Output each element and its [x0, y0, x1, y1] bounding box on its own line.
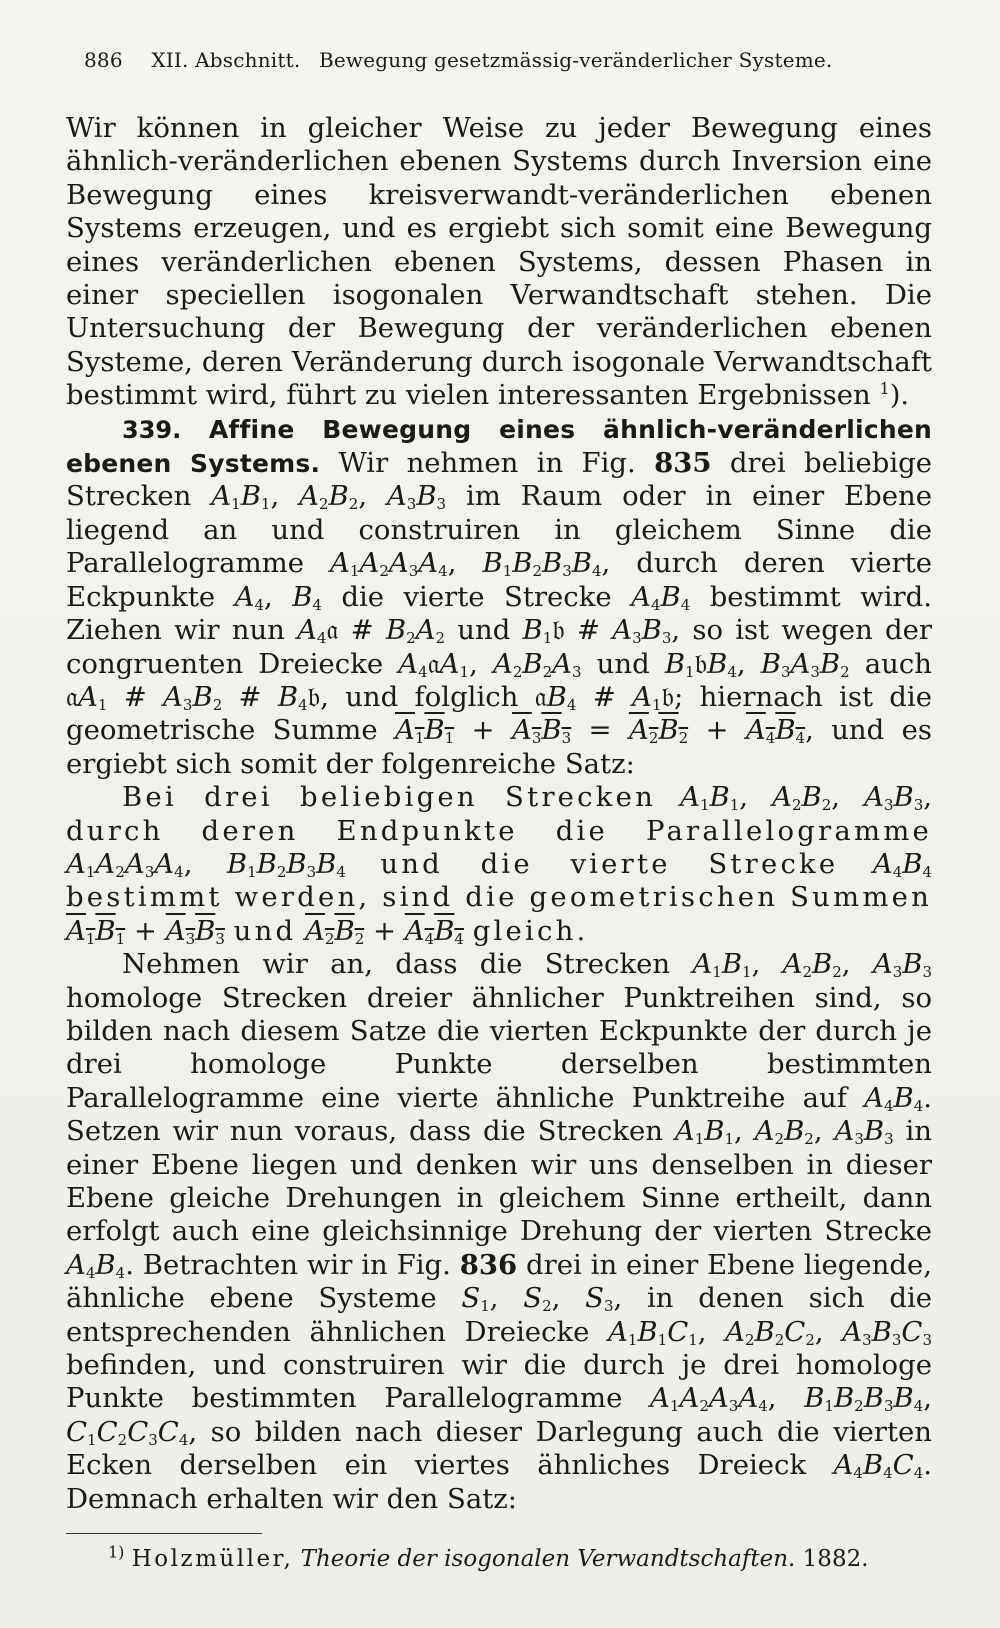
- paragraph-339: 339. Affine Bewegung eines ähnlich-veränderlichen ebenen Systems. Wir nehmen in Fig. 835 drei beliebige Strecken $A_1B_1$, $A_2B_2$, $A_3B_3$ im Raum oder in einer Ebene liegend an und construiren in gleichem Sinne die Parallelogramme $A_1A_2A_3A_4$, $B_1B_2B_3B_4$, durch deren vierte Eckpunkte $A_4$, $B_4$ die vierte Strecke $A_4B_4$ bestimmt wird. Ziehen wir nun $A_4𝔞$ # $B_2A_2$ und $B_1𝔟$ # $A_3B_3$, so ist wegen der congruenten Dreiecke $A_4𝔞A_1$, $A_2B_2A_3$ und $B_1𝔟B_4$, $B_3A_3B_2$ auch 𝔞A$_1$ # $A_3B_2$ # $B_4𝔟$, und folglich 𝔞B$_4$ # $A_1𝔟$; hiernach ist die geometrische Summe $A_1B_1 + A_3B_3 = A_2B_2 + A_4B_4$, und es ergiebt sich somit der folgenreiche Satz:: [66, 414, 933, 780]
- footnote-rule: [66, 1533, 262, 1534]
- footnote-ref: 1: [879, 379, 890, 399]
- section-heading: Affine Bewegung eines ähnlich-veränderlichen ebenen Systems.: [66, 414, 932, 479]
- theorem-paragraph: Bei drei beliebigen Strecken $A_1B_1$, $A_2B_2$, $A_3B_3$, durch deren Endpunkte die Parallelogramme $A_1A_2A_3A_4$, $B_1B_2B_3B_4$ und die vierte Strecke $A_4B_4$ bestimmt werden, sind die geometrischen Summen $A_1B_1 + A_3B_3$ und $A_2B_2 + A_4B_4$ gleich.: [66, 781, 933, 948]
- footnote-author: Holzmüller,: [131, 1546, 294, 1572]
- footnote: [108, 1542, 869, 1572]
- running-head: [84, 48, 833, 72]
- footnote-title: Theorie der isogonalen Verwandtschaften.: [300, 1546, 796, 1572]
- section-number: 339.: [122, 415, 182, 444]
- paragraph-intro-text: Wir können in gleicher Weise zu jeder Bewegung eines ähnlich-veränderlichen ebenen Systems durch Inversion eine Bewegung eines kreisverwandt-veränderlichen ebenen Systems erzeugen, und es ergiebt sich somit eine Bewegung eines veränderlichen ebenen Systems, dessen Phasen in einer speciellen isogonalen Verwandtschaft stehen. Die Untersuchung der Bewegung der veränderlichen ebenen Systeme, deren Veränderung durch isogonale Verwandtschaft bestimmt wird, führt zu vielen interessanten Ergebnissen: [66, 112, 932, 412]
- section-label: XII. Abschnitt.: [151, 48, 301, 72]
- page-number: 886: [84, 48, 123, 72]
- figure-ref-836: 836: [459, 1248, 518, 1281]
- body-text: [66, 112, 932, 1516]
- footnote-marker: 1): [108, 1542, 125, 1562]
- figure-ref-835: 835: [654, 447, 712, 480]
- footnote-year: 1882.: [802, 1546, 869, 1572]
- page-header-title: Bewegung gesetzmässig-veränderlicher Systeme.: [318, 48, 833, 72]
- paragraph-intro: Wir können in gleicher Weise zu jeder Bewegung eines ähnlich-veränderlichen ebenen Systems durch Inversion eine Bewegung eines kreisverwandt-veränderlichen ebenen Systems erzeugen, und es ergiebt sich somit eine Bewegung eines veränderlichen ebenen Systems, dessen Phasen in einer speciellen isogonalen Verwandtschaft stehen. Die Untersuchung der Bewegung der veränderlichen ebenen Systeme, deren Veränderung durch isogonale Verwandtschaft bestimmt wird, führt zu vielen interessanten Ergebnissen $^1$).: [66, 112, 932, 412]
- paragraph-homologe: Nehmen wir an, dass die Strecken $A_1B_1$, $A_2B_2$, $A_3B_3$ homologe Strecken dreier ähnlicher Punktreihen sind, so bilden nach diesem Satze die vierten Eckpunkte der durch je drei homologe Punkte derselben bestimmten Parallelogramme eine vierte ähnliche Punktreihe auf $A_4B_4$. Setzen wir nun voraus, dass die Strecken $A_1B_1$, $A_2B_2$, $A_3B_3$ in einer Ebene liegen und denken wir uns denselben in dieser Ebene gleiche Drehungen in gleichem Sinne ertheilt, dann erfolgt auch eine gleichsinnige Drehung der vierten Strecke $A_4B_4$. Betrachten wir in Fig. 836 drei in einer Ebene liegende, ähnliche ebene Systeme $S_1$, $S_2$, $S_3$, in denen sich die entsprechenden ähnlichen Dreiecke $A_1B_1C_1$, $A_2B_2C_2$, $A_3B_3C_3$ befinden, und construiren wir die durch je drei homologe Punkte bestimmten Parallelogramme $A_1A_2A_3A_4$, $B_1B_2B_3B_4$, $C_1C_2C_3C_4$, so bilden nach dieser Darlegung auch die vierten Ecken derselben ein viertes ähnliches Dreieck $A_4B_4C_4$. Demnach erhalten wir den Satz:: [66, 948, 933, 1515]
